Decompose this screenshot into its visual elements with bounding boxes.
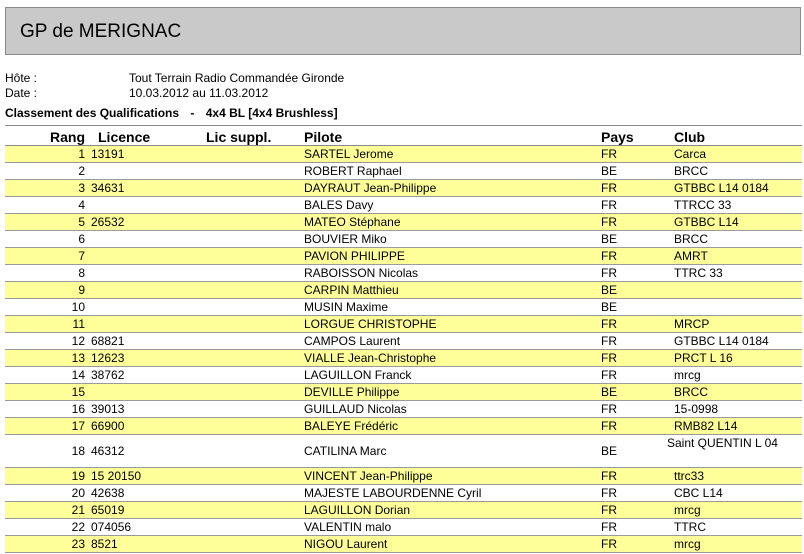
cell-pilote: LAGUILLON Franck <box>304 368 412 382</box>
cell-pilote: LAGUILLON Dorian <box>304 503 411 517</box>
cell-rang: 3 <box>78 181 85 195</box>
cell-rang: 16 <box>71 402 85 416</box>
cell-pays: FR <box>601 486 617 500</box>
cell-pilote: DAYRAUT Jean-Philippe <box>304 181 437 195</box>
table-row <box>5 536 802 553</box>
cell-club: BRCC <box>674 232 709 246</box>
cell-pays: BE <box>601 444 618 458</box>
table-row <box>5 367 802 384</box>
cell-rang: 5 <box>78 215 85 229</box>
cell-rang: 12 <box>71 334 85 348</box>
table-row <box>5 248 802 265</box>
cell-rang: 21 <box>71 503 85 517</box>
cell-club: mrcg <box>674 503 701 517</box>
column-header-pays: Pays <box>601 129 634 145</box>
column-header-lic-suppl: Lic suppl. <box>206 129 272 145</box>
table-row <box>5 435 802 468</box>
cell-pilote: CATILINA Marc <box>304 444 387 458</box>
cell-licence: 26532 <box>91 215 125 229</box>
cell-pays: FR <box>601 317 617 331</box>
table-row <box>5 299 802 316</box>
cell-club: TTRC 33 <box>674 266 723 280</box>
cell-club: mrcg <box>674 537 701 551</box>
page-title: GP de MERIGNAC <box>20 21 182 42</box>
cell-rang: 13 <box>71 351 85 365</box>
cell-club: Saint QUENTIN L 04 <box>667 436 778 450</box>
cell-licence: 8521 <box>91 537 118 551</box>
cell-pays: FR <box>601 469 617 483</box>
cell-licence: 34631 <box>91 181 125 195</box>
cell-rang: 6 <box>78 232 85 246</box>
column-header-pilote: Pilote <box>304 129 343 145</box>
cell-licence: 42638 <box>91 486 125 500</box>
cell-rang: 14 <box>71 368 85 382</box>
table-row <box>5 214 802 231</box>
cell-pilote: MATEO Stéphane <box>304 215 401 229</box>
cell-pilote: GUILLAUD Nicolas <box>304 402 407 416</box>
cell-pilote: ROBERT Raphael <box>304 164 402 178</box>
cell-rang: 22 <box>71 520 85 534</box>
table-row <box>5 350 802 367</box>
cell-pays: FR <box>601 537 617 551</box>
cell-pilote: MUSIN Maxime <box>304 300 389 314</box>
cell-rang: 23 <box>71 537 85 551</box>
table-row <box>5 519 802 536</box>
cell-pilote: BALES Davy <box>304 198 374 212</box>
table-header <box>5 127 802 146</box>
table-row <box>5 418 802 435</box>
cell-club: mrcg <box>674 368 701 382</box>
table-row <box>5 468 802 485</box>
cell-pilote: RABOISSON Nicolas <box>304 266 419 280</box>
cell-pilote: PAVION PHILIPPE <box>304 249 405 263</box>
cell-licence: 46312 <box>91 444 125 458</box>
cell-club: GTBBC L14 0184 <box>674 334 769 348</box>
table-row <box>5 316 802 333</box>
cell-pays: BE <box>601 164 618 178</box>
table-row <box>5 265 802 282</box>
table-row <box>5 146 802 163</box>
table-row <box>5 197 802 214</box>
table-row <box>5 502 802 519</box>
cell-licence: 12623 <box>91 351 125 365</box>
table-row <box>5 384 802 401</box>
cell-pays: FR <box>601 520 617 534</box>
host-label: Hôte : <box>5 71 38 85</box>
date-label: Date : <box>5 86 38 97</box>
cell-rang: 4 <box>78 198 85 212</box>
cell-club: GTBBC L14 0184 <box>674 181 769 195</box>
cell-licence: 074056 <box>91 520 132 534</box>
table-row <box>5 231 802 248</box>
cell-rang: 17 <box>71 419 85 433</box>
cell-rang: 7 <box>78 249 85 263</box>
cell-club: PRCT L 16 <box>674 351 733 365</box>
cell-pays: FR <box>601 503 617 517</box>
cell-rang: 10 <box>71 300 85 314</box>
cell-rang: 19 <box>71 469 85 483</box>
cell-licence: 39013 <box>91 402 125 416</box>
cell-club: ttrc33 <box>674 469 705 483</box>
header-top-rule <box>5 125 802 126</box>
cell-pilote: VALENTIN malo <box>304 520 392 534</box>
cell-club: BRCC <box>674 385 709 399</box>
cell-pays: FR <box>601 198 617 212</box>
cell-rang: 8 <box>78 266 85 280</box>
cell-rang: 20 <box>71 486 85 500</box>
table-row <box>5 401 802 418</box>
results-table <box>5 146 802 553</box>
cell-club: RMB82 L14 <box>674 419 738 433</box>
cell-licence: 65019 <box>91 503 125 517</box>
table-row <box>5 163 802 180</box>
cell-rang: 9 <box>78 283 85 297</box>
cell-club: AMRT <box>674 249 708 263</box>
cell-licence: 13191 <box>91 147 125 161</box>
cell-licence: 38762 <box>91 368 125 382</box>
cell-pays: FR <box>601 249 617 263</box>
cell-club: CBC L14 <box>674 486 723 500</box>
cell-pays: FR <box>601 419 617 433</box>
cell-pilote: SARTEL Jerome <box>304 147 394 161</box>
cell-club: MRCP <box>674 317 710 331</box>
cell-licence: 68821 <box>91 334 125 348</box>
cell-club: TTRCC 33 <box>674 198 732 212</box>
cell-pays: FR <box>601 351 617 365</box>
host-value: Tout Terrain Radio Commandée Gironde <box>129 71 345 85</box>
cell-pays: FR <box>601 147 617 161</box>
cell-pays: FR <box>601 181 617 195</box>
table-row <box>5 180 802 197</box>
cell-pilote: CARPIN Matthieu <box>304 283 399 297</box>
cell-rang: 18 <box>71 444 85 458</box>
cell-rang: 2 <box>78 164 85 178</box>
table-row <box>5 485 802 502</box>
cell-pays: FR <box>601 215 617 229</box>
cell-club: GTBBC L14 <box>674 215 739 229</box>
title-bar <box>5 7 801 55</box>
cell-pilote: NIGOU Laurent <box>304 537 388 551</box>
section-category: 4x4 BL [4x4 Brushless] <box>205 106 338 120</box>
cell-pays: FR <box>601 334 617 348</box>
cell-pays: FR <box>601 266 617 280</box>
column-header-rang: Rang <box>50 129 85 145</box>
cell-club: BRCC <box>674 164 709 178</box>
cell-pilote: VINCENT Jean-Philippe <box>304 469 433 483</box>
cell-club: Carca <box>674 147 707 161</box>
section-title-text: Classement des Qualifications <box>5 106 180 120</box>
cell-pilote: BOUVIER Miko <box>304 232 387 246</box>
column-header-club: Club <box>674 129 706 145</box>
section-separator: - <box>190 106 195 120</box>
cell-club: 15-0998 <box>674 402 719 416</box>
cell-pilote: MAJESTE LABOURDENNE Cyril <box>304 486 482 500</box>
cell-pays: BE <box>601 300 618 314</box>
cell-licence: 66900 <box>91 419 125 433</box>
cell-pays: FR <box>601 402 617 416</box>
cell-pays: BE <box>601 283 618 297</box>
cell-pilote: LORGUE CHRISTOPHE <box>304 317 437 331</box>
section-title <box>5 106 338 120</box>
cell-pilote: DEVILLE Philippe <box>304 385 400 399</box>
cell-licence: 15 20150 <box>91 469 142 483</box>
table-row <box>5 333 802 350</box>
cell-pays: BE <box>601 232 618 246</box>
table-row <box>5 282 802 299</box>
date-value: 10.03.2012 au 11.03.2012 <box>129 86 269 97</box>
column-header-licence: Licence <box>98 129 151 145</box>
cell-pays: BE <box>601 385 618 399</box>
cell-pilote: BALEYE Frédéric <box>304 419 399 433</box>
cell-rang: 1 <box>78 147 85 161</box>
cell-rang: 11 <box>72 317 85 331</box>
date-line-clip <box>0 86 804 97</box>
cell-club: TTRC <box>674 520 706 534</box>
cell-pilote: CAMPOS Laurent <box>304 334 401 348</box>
cell-pays: FR <box>601 368 617 382</box>
cell-rang: 15 <box>71 385 85 399</box>
cell-pilote: VIALLE Jean-Christophe <box>304 351 437 365</box>
